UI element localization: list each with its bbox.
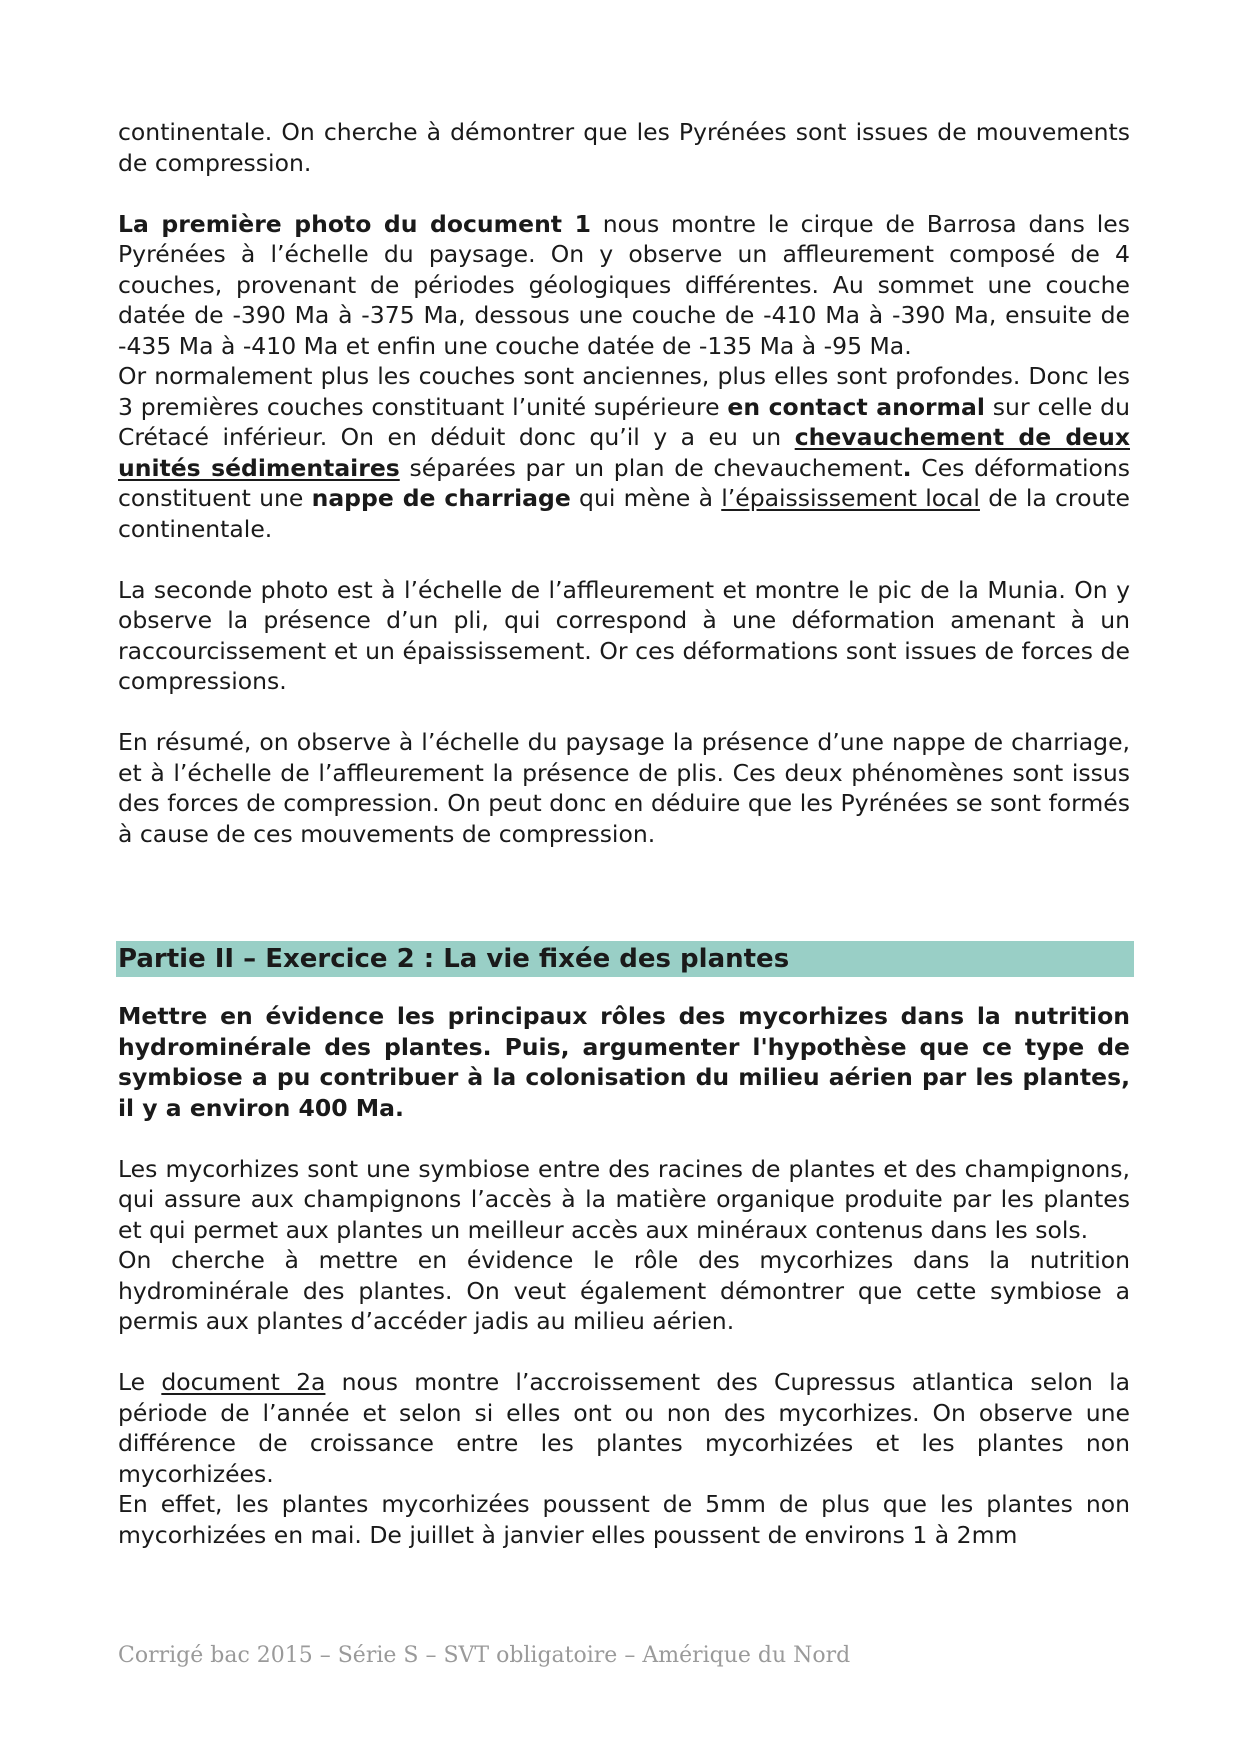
underlined-phrase: l’épaississement local	[721, 484, 980, 512]
document-body	[118, 117, 1130, 1550]
paragraph-text: En résumé, on observe à l’échelle du paysage la présence d’une nappe de charriage, et à l’échelle de l’affleurement la présence de plis. Ces deux phénomènes sont issus des forces de compression. On peut donc en déduire que les Pyrénées se sont formés à cause de ces mouvements de compression.	[118, 728, 1130, 848]
spacer	[118, 697, 1130, 728]
paragraph-munia	[118, 575, 1130, 697]
paragraph-text: Ces déformations constituent une	[118, 453, 1130, 512]
paragraph-mycorhizes-definition	[118, 1154, 1130, 1246]
paragraph-text: En effet, les plantes mycorhizées poussent de 5mm de plus que les plantes non mycorhizées en mai. De juillet à janvier elles poussent de environs 1 à 2mm	[118, 1490, 1130, 1549]
spacer	[118, 1123, 1130, 1154]
paragraph-text: continentale. On cherche à démontrer que les Pyrénées sont issues de mouvements de compression.	[118, 118, 1130, 177]
spacer	[118, 977, 1130, 1001]
paragraph-intro-end	[118, 117, 1130, 178]
spacer	[118, 178, 1130, 209]
bold-underlined-phrase: chevauchement de deux unités sédimentaires	[118, 423, 1130, 482]
spacer	[118, 849, 1130, 941]
bold-phrase: La première photo du document 1	[118, 209, 591, 238]
bold-phrase: nappe de charriage	[311, 484, 571, 512]
paragraph-objective	[118, 1245, 1130, 1337]
paragraph-document-2a	[118, 1367, 1130, 1489]
paragraph-text: qui mène à	[570, 484, 722, 512]
paragraph-text: Les mycorhizes sont une symbiose entre des racines de plantes et des champignons, qui assure aux champignons l’accès à la matière organique produite par les plantes et qui permet aux plantes un meilleur accès aux minéraux contenus dans les sols.	[118, 1154, 1130, 1244]
bold-question-text: Mettre en évidence les principaux rôles des mycorhizes dans la nutrition hydrominérale des plantes. Puis, argumenter l'hypothèse que ce type de symbiose a pu contribuer à la colonisation du milieu aérien par les plantes, il y a environ 400 Ma.	[118, 1002, 1130, 1122]
spacer	[118, 1337, 1130, 1368]
bold-period: .	[902, 453, 912, 482]
underlined-phrase: document 2a	[161, 1368, 326, 1396]
page-footer: Corrigé bac 2015 – Série S – SVT obligatoire – Amérique du Nord	[118, 1643, 851, 1668]
paragraph-text: La seconde photo est à l’échelle de l’affleurement et montre le pic de la Munia. On y observe la présence d’un pli, qui correspond à une déformation amenant à un raccourcissement et un épaississement. Or ces déformations sont issues de forces de compressions.	[118, 575, 1130, 695]
paragraph-text: Le	[118, 1368, 162, 1396]
section-heading: Partie II – Exercice 2 : La vie fixée des plantes	[116, 941, 1134, 977]
paragraph-contact-anormal	[118, 361, 1130, 544]
paragraph-text: sur celle du Crétacé inférieur. On en déduit donc qu’il y a eu un	[118, 392, 1130, 451]
paragraph-text: nous montre l’accroissement des Cupressus atlantica selon la période de l’année et selon si elles ont ou non des mycorhizes. On observe une différence de croissance entre les plantes mycorhizées et les plantes non mycorhizées.	[118, 1368, 1130, 1488]
paragraph-document-1	[118, 209, 1130, 362]
paragraph-growth-comparison	[118, 1489, 1130, 1550]
paragraph-text: Or normalement plus les couches sont anciennes, plus elles sont profondes. Donc les 3 premières couches constituant l’unité supérieure	[118, 362, 1130, 421]
paragraph-summary	[118, 727, 1130, 849]
paragraph-text: nous montre le cirque de Barrosa dans les Pyrénées à l’échelle du paysage. On y observe un affleurement composé de 4 couches, provenant de périodes géologiques différentes. Au sommet une couche datée de -390 Ma à -375 Ma, dessous une couche de -410 Ma à -390 Ma, ensuite de -435 Ma à -410 Ma et enfin une couche datée de -135 Ma à -95 Ma.	[118, 209, 1130, 360]
question-statement	[118, 1001, 1130, 1123]
spacer	[118, 544, 1130, 575]
paragraph-text: séparées par un plan de chevauchement	[399, 453, 903, 482]
paragraph-text: de la croute continentale.	[118, 484, 1131, 543]
paragraph-text: On cherche à mettre en évidence le rôle des mycorhizes dans la nutrition hydrominérale des plantes. On veut également démontrer que cette symbiose a permis aux plantes d’accéder jadis au milieu aérien.	[118, 1246, 1130, 1335]
bold-phrase: en contact anormal	[727, 392, 985, 421]
